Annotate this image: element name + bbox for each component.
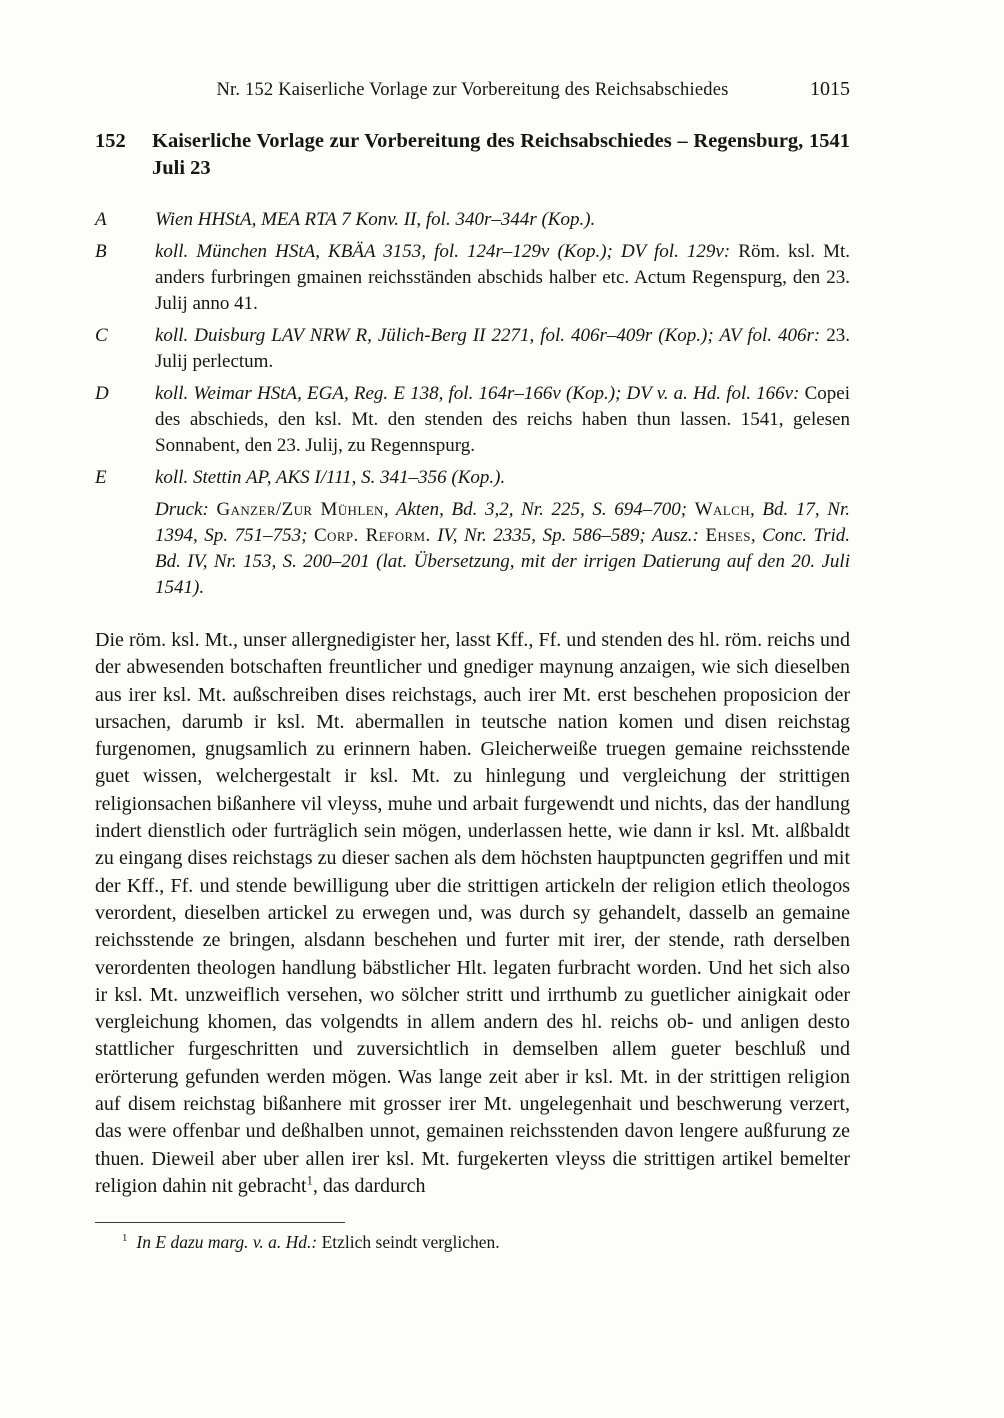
source-siglum: C — [95, 325, 108, 346]
source-entry — [95, 323, 850, 375]
text-segment: , das dardurch — [312, 1174, 426, 1197]
text-segment: Wien HHStA, MEA RTA 7 Konv. II, fol. 340r–344r (Kop.). — [155, 209, 596, 230]
source-entry — [95, 465, 850, 491]
running-header-title: Nr. 152 Kaiserliche Vorlage zur Vorbereitung des Reichsabschiedes — [216, 80, 729, 100]
text-segment: Copei des abschieds, den ksl. Mt. den stenden des reichs haben thun lassen. 1541, gelesen Sonnabent, den 23. Julij, zu Regennspurg. — [155, 383, 850, 456]
footnote-1 — [95, 1231, 850, 1254]
source-entry — [95, 207, 850, 233]
source-description — [155, 239, 850, 317]
text-segment: Corp. Reform. — [313, 525, 431, 546]
document-heading — [95, 128, 850, 182]
source-siglum: B — [95, 241, 107, 262]
footnote-reference: 1 — [306, 1173, 313, 1188]
document-number: 152 — [95, 130, 126, 152]
source-entry — [95, 239, 850, 317]
source-description — [155, 323, 850, 375]
text-segment: koll. Stettin AP, AKS I/111, S. 341–356 (Kop.). — [155, 467, 506, 488]
footnote-marker: 1 — [122, 1232, 128, 1245]
text-segment: IV, Nr. 2335, Sp. 586–589; Ausz.: — [430, 525, 706, 546]
text-segment: Druck: — [155, 499, 217, 520]
text-segment: , Akten, Bd. 3,2, Nr. 225, S. 694–700; — [383, 499, 695, 520]
source-entry — [95, 381, 850, 459]
source-description — [155, 465, 850, 491]
footnotes — [95, 1222, 850, 1254]
text-segment: koll. Duisburg LAV NRW R, Jülich-Berg II 2271, fol. 406r–409r (Kop.); AV fol. 406r: — [155, 325, 827, 346]
source-list — [95, 207, 850, 601]
running-header — [95, 78, 850, 104]
source-siglum: E — [95, 467, 107, 488]
footnote-text — [136, 1232, 499, 1252]
text-segment: Ganzer/Zur Mühlen — [216, 499, 384, 520]
text-segment: Walch — [694, 499, 751, 520]
source-siglum: D — [95, 383, 109, 404]
source-description — [155, 497, 850, 601]
text-segment: koll. Weimar HStA, EGA, Reg. E 138, fol. 164r–166v (Kop.); DV v. a. Hd. fol. 166v: — [155, 383, 805, 404]
text-segment: Die röm. ksl. Mt., unser allergnedigister her, lasst Kff., Ff. und stenden des hl. röm. reichs und der abwesenden botschaften freuntlicher und gnediger maynung anzaigen, wie sich dieselben aus irer ksl. Mt. außschreiben dises reichstags, auch irer Mt. erst beschehen proposicion der ursachen, darumb ir ksl. Mt. abermallen in teutsche nation komen und disen reichstag furgenomen, gnugsamlich zu erinnern haben. Gleicherweiße truegen gemaine reichsstende guet wissen, welchergestalt ir ksl. Mt. zu hinlegung und vergleichung der strittigen religionsachen bißanhere vil vleyss, muhe und arbait furgewendt und nichts, das der handlung indert dienstlich oder furträglich sein mögen, underlassen hette, wie dann ir ksl. Mt. alßbaldt zu eingang dises reichstags zu dieser sachen als dem höchsten hauptpuncten gegriffen und mit der Kff., Ff. und stende bewilligung uber die strittigen artickeln der religion etlich theologos verordent, dieselben artickel zu erwegen und, was durch sy gehandelt, dasselb an gemaine reichsstende ze bringen, alsdann beschehen und furter mit irer, der stende, rath derselben verordenten theologen handlung bäbstlicher Hlt. legaten furbracht worden. Und het sich also ir ksl. Mt. unzweiflich versehen, wo sölcher stritt und irrthumb zu guetlicher ainigkait oder vergleichung khomen, das volgendts in allem andern des hl. reichs ob- und anligen desto stattlicher furgeschritten und zuversichtlich in demselben allem gueter beschluß und erörterung gefunden werden mögen. Was lange zeit aber ir ksl. Mt. in der strittigen religion auf disem reichstag bißanhere mit grosser irer Mt. ungelegenhait und beschwerung verzert, das were offenbar und deßhalben unnot, gemainen reichsstenden davon lengere außfurung ze thuen. Dieweil aber uber allen irer ksl. Mt. furgekerten vleyss die strittigen artikel bemelter religion dahin nit gebracht — [95, 629, 850, 1197]
document-body — [95, 627, 850, 1200]
footnote-separator — [95, 1222, 345, 1223]
text-segment: , Bd. 17, Nr. 1394, Sp. 751–753; — [155, 499, 850, 546]
document-title: Kaiserliche Vorlage zur Vorbereitung des Reichsabschiedes – Regensburg, 1541 Juli 23 — [152, 130, 850, 179]
source-siglum — [95, 497, 155, 601]
text-segment: Etzlich seindt verglichen. — [321, 1232, 500, 1253]
text-segment: Röm. ksl. Mt. anders furbringen gmainen reichsständen abschids halber etc. Actum Regenspurg, den 23. Julij anno 41. — [155, 241, 850, 314]
source-description — [155, 207, 850, 233]
source-description — [155, 381, 850, 459]
text-segment: koll. München HStA, KBÄA 3153, fol. 124r–129v (Kop.); DV fol. 129v: — [155, 241, 739, 262]
text-segment: In E dazu marg. v. a. Hd.: — [136, 1232, 322, 1253]
page-number: 1015 — [810, 78, 850, 100]
text-segment: 23. Julij perlectum. — [155, 325, 850, 372]
text-block — [95, 78, 850, 1254]
text-segment: Ehses — [705, 525, 751, 546]
source-siglum: A — [95, 209, 107, 230]
text-segment: , Conc. Trid. Bd. IV, Nr. 153, S. 200–201 (lat. Übersetzung, mit der irrigen Datierung auf den 20. Juli 1541). — [155, 525, 850, 598]
source-entry — [95, 497, 850, 601]
